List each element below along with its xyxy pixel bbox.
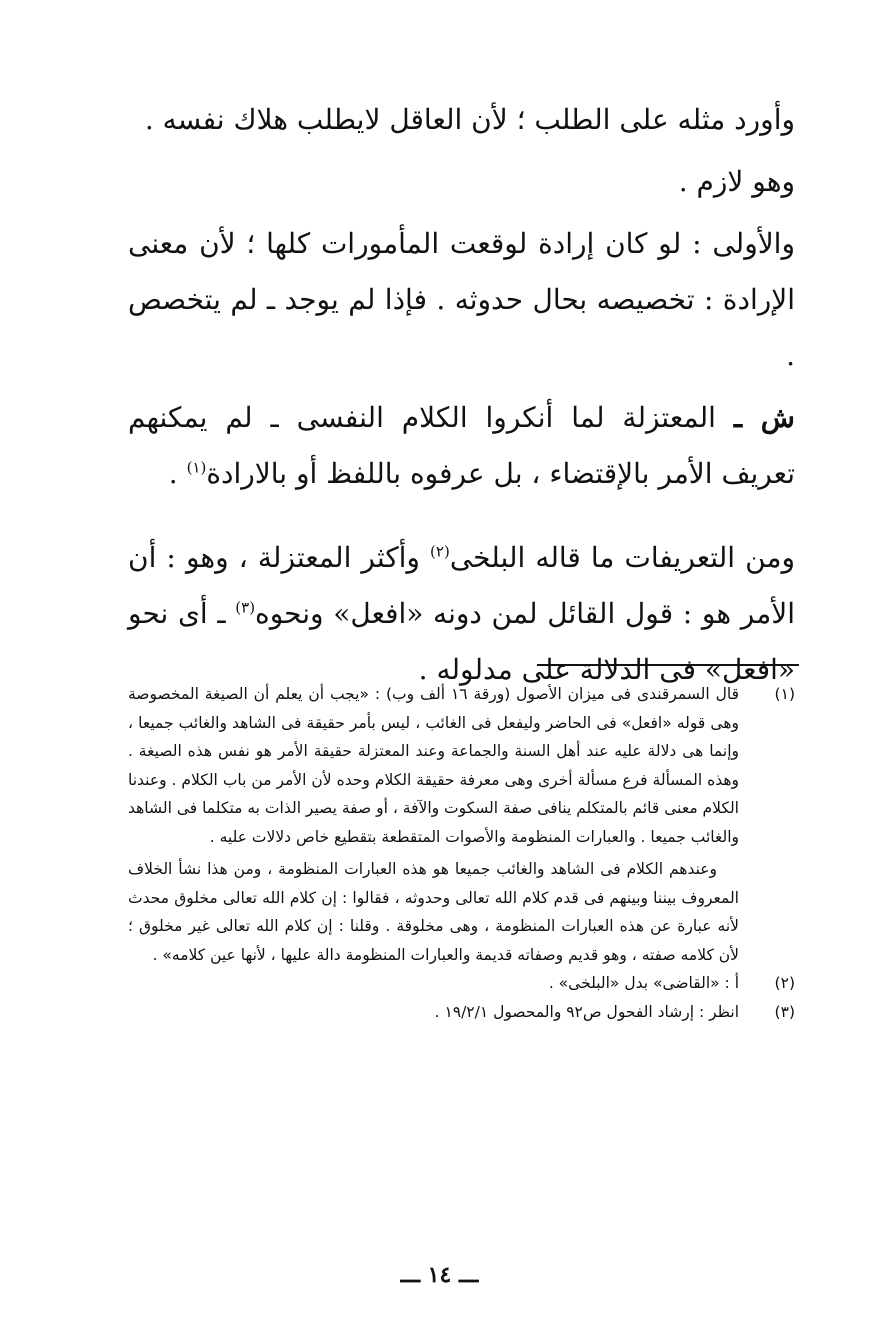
footnote-ref-1[interactable]: (١) xyxy=(186,458,207,477)
footnote-ref-2[interactable]: (٢) xyxy=(430,542,450,561)
footnote-number: (١) xyxy=(774,685,795,703)
footnotes xyxy=(128,680,799,1026)
footnote-paragraph: وعندهم الكلام فى الشاهد والغائب جميعا هو هذه العبارات المنظومة ، ومن هذا نشأ الخلاف المعروف بيننا وبينهم فى قدم كلام الله تعالى وحدوثه ، فقالوا : إن كلام الله تعالى مخلوق محدث لأنه عبارة عن هذه العبارات المنظومة ، وهى مخلوقة . وقلنا : إن كلام الله تعالى غير مخلوق ؛ لأن كلامه صفته ، وهو قديم وصفاته قديمة والعبارات المنظومة دالة عليها ، لأنها عين كلامه» . xyxy=(128,860,739,964)
footnote-body xyxy=(128,998,739,1027)
main-text xyxy=(128,92,795,698)
footnote-1 xyxy=(128,680,799,969)
commentary-marker: ش ـ xyxy=(733,401,795,434)
footnote-number: (٣) xyxy=(774,1002,795,1021)
paragraph-4-end: . xyxy=(168,457,187,490)
paragraph-5-part-a: ومن التعريفات ما قاله البلخى xyxy=(449,541,795,574)
footnote-3 xyxy=(128,998,799,1027)
footnote-paragraph: قال السمرقندى فى ميزان الأصول (ورقة ١٦ ألف وب) : «يجب أن يعلم أن الصيغة المخصوصة وهى قوله «افعل» فى الحاضر وليفعل فى الغائب ، ليس بأمر حقيقة فى الشاهد والغائب جميعا ، وإنما هى دلالة عليه عند أهل السنة والجماعة وعند المعتزلة حقيقة الأمر هو نفس هذه الصيغة . وهذه المسألة فرع مسألة أخرى وهى معرفة حقيقة الكلام وحده لأن الأمر من باب الكلام . وعندنا الكلام معنى قائم بالمتكلم ينافى صفة السكوت والآفة ، أو صفة يصير الذات به متكلما فى الشاهد والغائب جميعا . والعبارات المنظومة والأصوات المتقطعة بتقطيع خاص دلالات عليه . xyxy=(128,685,739,846)
paragraph-5-part-c: ـ أى نحو «افعل» فى الدلالة على مدلوله . xyxy=(128,597,795,686)
paragraph-4 xyxy=(128,390,795,502)
footnote-paragraph: أ : «القاضى» بدل «البلخى» . xyxy=(548,974,739,992)
paragraph-2: وهو لازم . xyxy=(678,165,795,198)
paragraph-5 xyxy=(128,530,795,698)
footnote-2 xyxy=(128,969,799,998)
paragraph-4-text: المعتزلة لما أنكروا الكلام النفسى ـ لم يمكنهم تعريف الأمر بالإقتضاء ، بل عرفوه باللفظ أو بالارادة xyxy=(128,401,795,490)
footnote-body xyxy=(128,680,739,969)
footnote-ref-3[interactable]: (٣) xyxy=(235,598,256,617)
paragraph-5-part-b: وأكثر المعتزلة ، وهو : أن الأمر هو : قول القائل لمن دونه «افعل» ونحوه xyxy=(128,541,796,630)
paragraph-3: والأولى : لو كان إرادة لوقعت المأمورات كلها ؛ لأن معنى الإرادة : تخصيصه بحال حدوثه . فإذا لم يوجد ـ لم يتخصص . xyxy=(128,227,795,372)
footnote-number: (٢) xyxy=(774,974,795,992)
footnote-paragraph: انظر : إرشاد الفحول ص٩٢ والمحصول ١٩/٢/١ . xyxy=(434,1002,739,1021)
footnote-separator xyxy=(537,664,799,666)
footnote-body xyxy=(128,969,739,998)
page-number: ـــ ١٤ ـــ xyxy=(400,1262,479,1288)
paragraph-1: وأورد مثله على الطلب ؛ لأن العاقل لايطلب هلاك نفسه . xyxy=(144,103,795,136)
